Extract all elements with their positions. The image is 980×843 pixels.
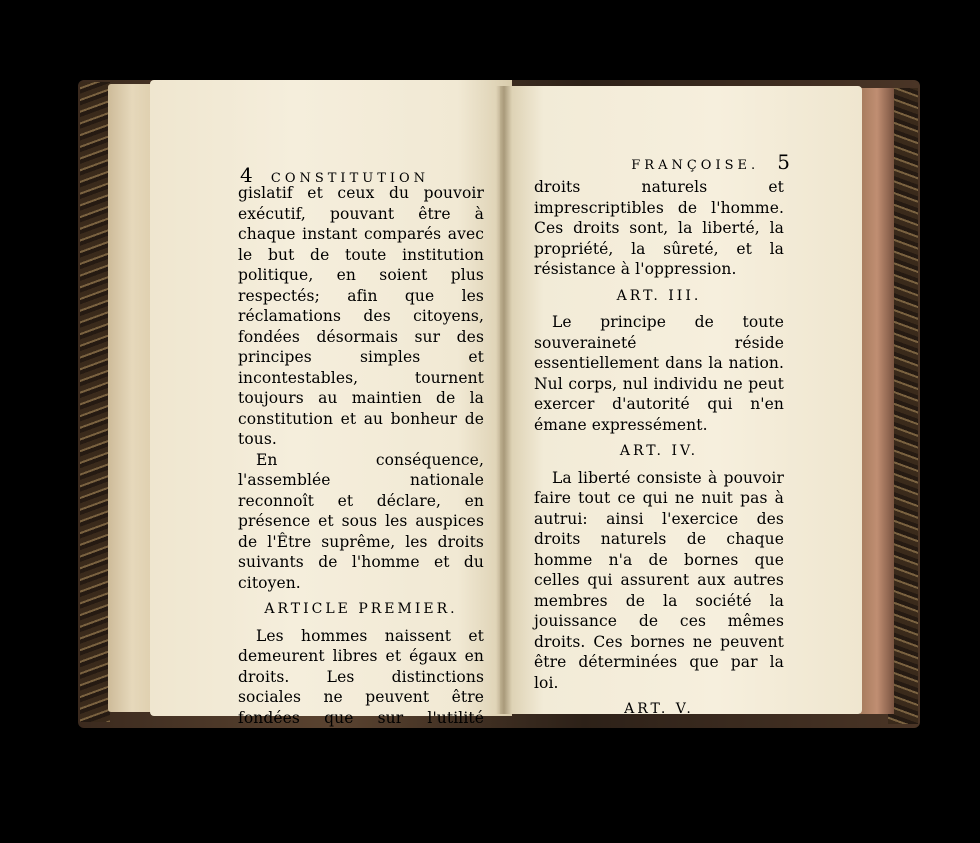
left-paragraph-1: gislatif et ceux du pouvoir exécutif, pouvant être à chaque instant comparés avec le but de toute institution politique, en soient plus respectés; afin que les réclamations des citoyens, fondées désormais sur des principes simples et incontestables, tournent toujours au maintien de la constitution et au bonheur de tous. bbox=[238, 184, 484, 448]
right-running-head bbox=[580, 150, 790, 174]
left-head-title: CONSTITUTION bbox=[270, 171, 430, 186]
page-stack-right bbox=[860, 88, 894, 714]
article-3-text: Le principe de toute souveraineté réside essentiellement dans la nation. Nul corps, nul individu ne peut exercer d'autorité qui n'en émane expressément. bbox=[534, 313, 784, 434]
article-4-heading: ART. IV. bbox=[619, 443, 699, 459]
article-3-heading: ART. III. bbox=[616, 287, 702, 304]
right-page-number: 5 bbox=[777, 150, 790, 174]
article-5-heading: ART. V. bbox=[624, 701, 694, 717]
book-gutter bbox=[496, 86, 512, 714]
left-paragraph-2: En conséquence, l'assemblée nationale reconnoît et déclare, en présence et sous les auspices de l'Être suprême, les droits suivants de l'homme et du citoyen. bbox=[238, 450, 484, 592]
article-1-heading: ARTICLE PREMIER. bbox=[264, 601, 458, 617]
article-4-text: La liberté consiste à pouvoir faire tout ce qui ne nuit pas à autrui: ainsi l'exercice des droits naturels de chaque homme n'a de bornes que celles qui assurent aux autres membres de la société la jouissance de ces mêmes droits. Ces bornes ne peuvent être déterminées que par la loi. bbox=[534, 468, 784, 692]
right-page-text bbox=[534, 177, 784, 767]
article-2-heading: ART. II. bbox=[322, 756, 400, 773]
right-opening-text: droits naturels et imprescriptibles de l'homme. Ces droits sont, la liberté, la propriété, la sûreté, et la résistance à l'oppression. bbox=[534, 178, 784, 278]
left-page-number: 4 bbox=[240, 163, 253, 187]
left-page-text bbox=[238, 183, 484, 843]
article-2-text: Le but de toute association politique est la conservation des bbox=[238, 782, 484, 841]
article-1-text: Les hommes naissent et demeurent libres et égaux en droits. Les distinctions sociales ne peuvent être fondées que sur l'utilité commune. bbox=[238, 626, 484, 747]
right-head-title: FRANÇOISE. bbox=[631, 158, 760, 173]
article-5-text: La loi n'a le droit de défendre que bbox=[534, 726, 784, 765]
marbled-cover-edge-left bbox=[80, 82, 110, 722]
